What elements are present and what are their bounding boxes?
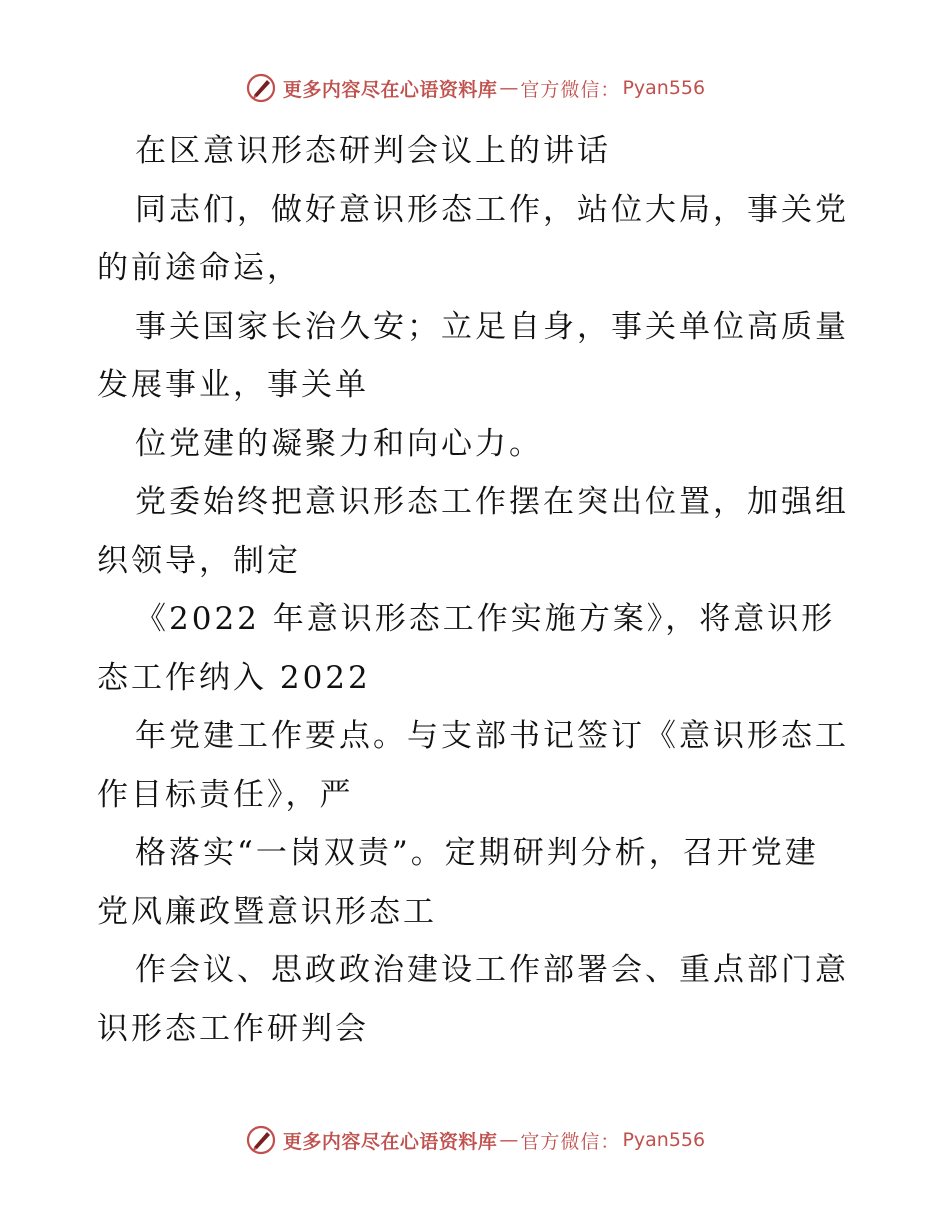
pen-logo-icon bbox=[245, 72, 277, 104]
watermark-slogan: 更多内容尽在心语资料库 bbox=[282, 1130, 498, 1153]
paragraph-line: 发展事业，事关单 bbox=[97, 367, 369, 403]
paragraph-line: 织领导，制定 bbox=[97, 542, 301, 579]
paragraph-line: 党风廉政暨意识形态工 bbox=[97, 893, 437, 930]
paragraph-line: 态工作纳入 2022 bbox=[97, 659, 371, 696]
paragraph-line: 的前途命运， bbox=[97, 250, 301, 286]
paragraph-line: 党委始终把意识形态工作摆在突出位置，加强组 bbox=[135, 484, 849, 520]
paragraph-line: 《2022 年意识形态工作实施方案》，将意识形 bbox=[135, 601, 836, 637]
paragraph-line: 同志们，做好意识形态工作，站位大局，事关党 bbox=[135, 191, 849, 228]
watermark-slogan: 更多内容尽在心语资料库 bbox=[282, 78, 498, 101]
paragraph-line: 事关国家长治久安；立足自身，事关单位高质量 bbox=[135, 308, 849, 345]
footer-watermark bbox=[0, 1124, 950, 1156]
paragraph-line: 格落实“一岗双责”。定期研判分析，召开党建 bbox=[135, 835, 819, 871]
watermark-wechat-label: 官方微信： bbox=[520, 1130, 621, 1153]
document-body bbox=[97, 122, 857, 1058]
watermark-dash: — bbox=[499, 77, 519, 99]
watermark-wechat-label: 官方微信： bbox=[520, 78, 621, 101]
document-title: 在区意识形态研判会议上的讲话 bbox=[135, 133, 611, 169]
watermark-dash: — bbox=[499, 1129, 519, 1151]
header-watermark bbox=[0, 72, 950, 104]
paragraph-line: 识形态工作研判会 bbox=[97, 1010, 369, 1047]
paragraph-line: 年党建工作要点。与支部书记签订《意识形态工 bbox=[135, 718, 849, 754]
watermark-wechat-id: Pyan556 bbox=[622, 77, 706, 99]
paragraph-line: 作会议、思政政治建设工作部署会、重点部门意 bbox=[135, 952, 849, 988]
pen-logo-icon bbox=[245, 1124, 277, 1156]
watermark-wechat-id: Pyan556 bbox=[622, 1129, 706, 1151]
paragraph-line: 位党建的凝聚力和向心力。 bbox=[135, 425, 543, 462]
paragraph-line: 作目标责任》，严 bbox=[97, 776, 354, 813]
